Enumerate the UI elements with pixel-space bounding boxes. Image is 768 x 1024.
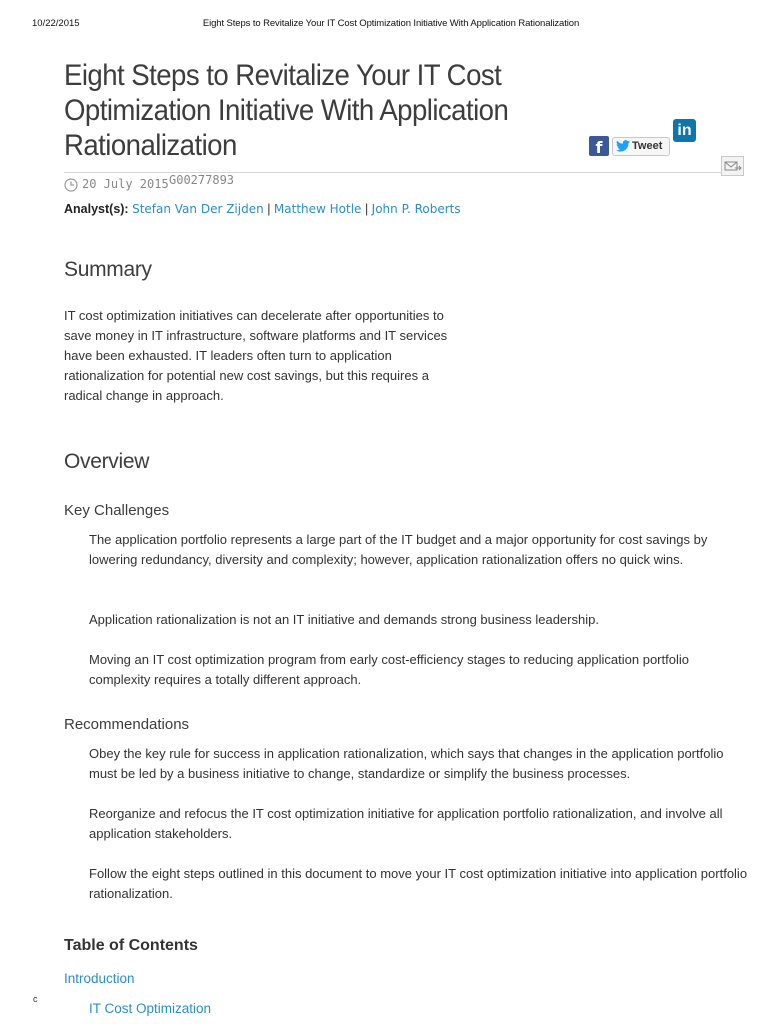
key-challenges-heading: Key Challenges <box>64 502 170 519</box>
key-challenge-item: The application portfolio represents a large part of the IT budget and a major opportunity for cost savings by lowering redundancy, diversity and complexity; however, application rationalization offers no quick wins. <box>89 532 708 567</box>
page-footer-mark: c <box>33 994 38 1004</box>
linkedin-share-button[interactable] <box>673 119 696 142</box>
toc-link-it-cost-optimization[interactable]: IT Cost Optimization <box>89 1001 212 1016</box>
facebook-icon: f <box>595 138 603 156</box>
key-challenge-item: Moving an IT cost optimization program from early cost-efficiency stages to reducing application portfolio complexity requires a totally different approach. <box>89 652 689 687</box>
email-icon <box>722 157 743 175</box>
print-date: 10/22/2015 <box>32 18 80 29</box>
toc-heading: Table of Contents <box>64 937 198 954</box>
analyst-link[interactable]: Stefan Van Der Zijden <box>132 202 264 216</box>
analyst-separator: | <box>267 202 271 216</box>
print-page-title: Eight Steps to Revitalize Your IT Cost Optimization Initiative With Application Rationalization <box>202 18 580 29</box>
key-challenge-item: Application rationalization is not an IT initiative and demands strong business leadership. <box>89 612 599 627</box>
article-title: Eight Steps to Revitalize Your IT Cost Optimization Initiative With Application Rationalization <box>64 59 509 162</box>
email-share-button[interactable] <box>721 156 744 176</box>
toc-link-introduction[interactable]: Introduction <box>64 971 135 986</box>
summary-heading: Summary <box>64 258 152 281</box>
print-header <box>32 18 750 32</box>
clock-icon <box>64 178 78 192</box>
analyst-list <box>64 199 464 219</box>
tweet-button[interactable] <box>612 137 670 156</box>
document-id: G00277893 <box>169 173 235 187</box>
linkedin-icon: in <box>677 122 692 139</box>
analyst-link[interactable]: Matthew Hotle <box>273 202 362 216</box>
recommendation-item: Follow the eight steps outlined in this document to move your IT cost optimization initiative into application portfolio rationalization. <box>89 866 748 901</box>
recommendation-item: Obey the key rule for success in application rationalization, which says that changes in the application portfolio must be led by a business initiative to change, standardize or simplify the business processes. <box>89 746 724 781</box>
publish-date: 20 July 2015 <box>82 177 169 191</box>
title-divider <box>64 172 722 173</box>
overview-heading: Overview <box>64 450 150 473</box>
recommendations-heading: Recommendations <box>64 716 190 733</box>
facebook-share-button[interactable] <box>589 136 609 156</box>
analyst-separator: | <box>364 202 369 216</box>
twitter-bird-icon <box>616 140 630 152</box>
analyst-link[interactable]: John P. Roberts <box>371 202 461 216</box>
recommendation-item: Reorganize and refocus the IT cost optimization initiative for application portfolio rationalization, and involve all application stakeholders. <box>89 806 723 841</box>
analysts-label: Analyst(s): <box>64 202 129 216</box>
summary-text: IT cost optimization initiatives can decelerate after opportunities to save money in IT infrastructure, software platforms and IT services have been exhausted. IT leaders often turn to application rationalization for potential new cost savings, but this requires a radical change in approach. <box>64 308 448 403</box>
tweet-label: Tweet <box>632 140 663 152</box>
